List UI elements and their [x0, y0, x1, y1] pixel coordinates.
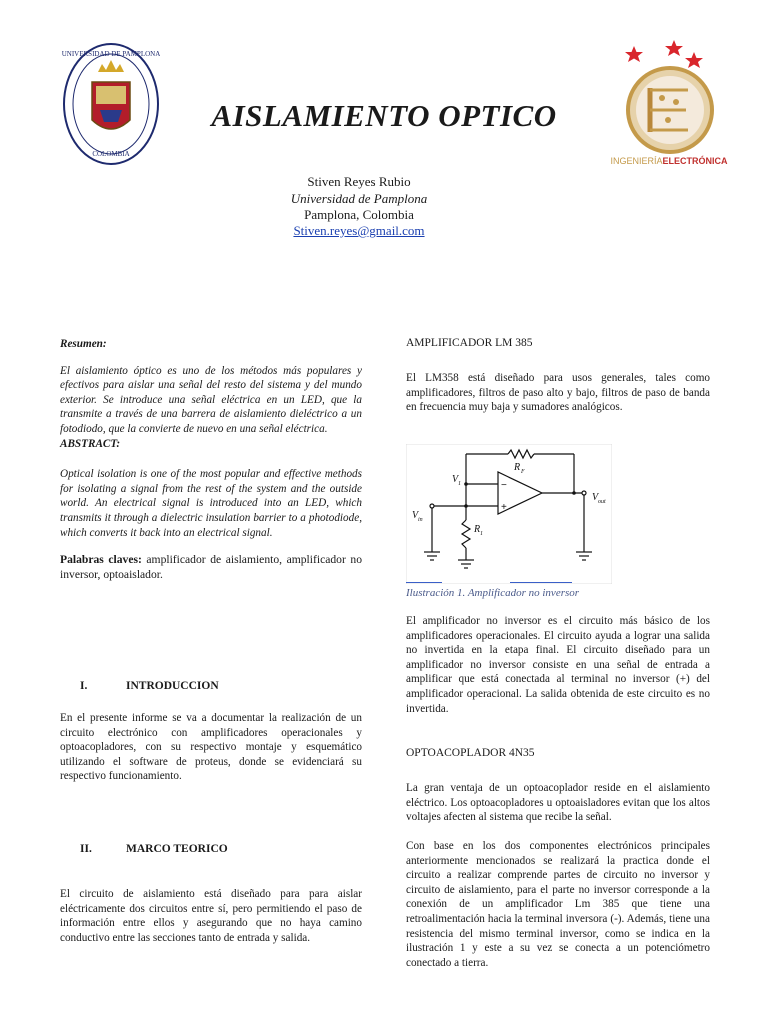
label-vin-sub: in: [418, 517, 423, 523]
keywords-label: Palabras claves:: [60, 553, 142, 567]
star-icon: [685, 52, 703, 68]
final-text: Con base en los dos componentes electrónicos principales anteriormente mencionados se realizará la practica donde el circuito a realizar comprende partes de circuito no inversor y circuito de aislamiento, para el parte no inversor corresponde a la conexión de un amplificador Lm 385 que tiene una retroalimentación hacia la terminal inversora (-). Además, tiene una resistencia del mismo terminal inversor, como se indica en la ilustración 1 y este a su vez se conecta a un potenciómetro conectado a tierra.: [406, 840, 710, 969]
abstract-heading: ABSTRACT:: [60, 437, 121, 450]
section-1-title: INTRODUCCION: [126, 680, 219, 692]
author-email-row: [0, 222, 718, 239]
author-name: Stiven Reyes Rubio: [307, 174, 411, 189]
resumen-text: El aislamiento óptico es uno de los métodos más populares y efectivos para aislar una señal del resto del sistema y del mundo exterior. Se introduce una señal eléctrica en un LED, que la transmite a través de una barrera de aislamiento dieléctrico a un fotodiodo, que la convierte de nuevo en una señal eléctrica.: [60, 364, 362, 435]
caption-rule: [510, 582, 572, 583]
label-r1-sub: 1: [480, 531, 483, 537]
label-rf-sub: F: [521, 469, 525, 475]
section-1-text: En el presente informe se va a documentar la realización de un circuito electrónico con amplificadores operacionales y optoacopladores, con su respectivo montaje y esquemático utilizando el software de proteus, donde se evidenciará su respectivo funcionamiento.: [60, 712, 362, 783]
keywords: [60, 553, 362, 582]
noninverting-text: El amplificador no inversor es el circuito más básico de los amplificadores operacionales. El circuito ayuda a lograr una salida no invertida en la etapa final. El circuito diseñado para un amplificador no inversor consiste en una señal de entrada a amplificar que está conectada al terminal no inversor (+) del amplificador operacional. La salida obtenida de este circuito es no invertida.: [406, 615, 710, 715]
logo-label-a: INGENIERÍA: [610, 156, 663, 166]
label-rf: R: [514, 462, 521, 473]
label-r1: R: [474, 524, 481, 535]
section-1-number: I.: [80, 680, 88, 692]
left-column: [60, 337, 362, 582]
label-vin: V: [412, 510, 419, 521]
opto-heading: OPTOACOPLADOR 4N35: [406, 747, 535, 759]
author-university: Universidad de Pamplona: [290, 191, 428, 206]
figure-caption: Ilustración 1. Amplificador no inversor: [406, 587, 580, 599]
resumen-heading: Resumen:: [60, 338, 107, 350]
section-2-number: II.: [80, 843, 92, 855]
label-v1: V: [452, 474, 459, 485]
keywords-text: amplificador de aislamiento, amplificador no inversor, optoaislador.: [60, 553, 362, 581]
opto-text: La gran ventaja de un optoacoplador reside en el aislamiento eléctrico. Los optoacopladores u optoaisladores evitan que los altos voltajes afecten al sistema que recibe la señal.: [406, 782, 710, 824]
logo-label-b: ELECTRÓNICA: [662, 156, 728, 166]
author-location: Pamplona, Colombia: [304, 207, 414, 222]
amp-text: El LM358 está diseñado para usos generales, tales como amplificadores, filtros de paso alto y bajo, filtros de paso de banda en frecuencia muy baja y sumadores analógicos.: [406, 372, 710, 414]
section-2-title: MARCO TEORICO: [126, 843, 228, 855]
svg-text:INGENIERÍAELECTRÓNICA: [610, 155, 728, 166]
label-v1-sub: 1: [458, 481, 461, 487]
page-title: AISLAMIENTO OPTICO: [211, 98, 557, 133]
star-icon: [625, 46, 643, 62]
author-email-link[interactable]: Stiven.reyes@gmail.com: [293, 223, 425, 238]
label-vout: V: [592, 492, 599, 503]
opamp-plus-label: +: [501, 502, 507, 513]
section-2-text: El circuito de aislamiento está diseñado para para aislar eléctricamente dos circuitos entre sí, pero permitiendo el paso de información entre ellos y asegurando que no haya camino conductivo entre las secciones tanto de entrada y salida.: [60, 888, 362, 944]
abstract-text: Optical isolation is one of the most popular and effective methods for isolating a signal from the rest of the system and the outside world. An electrical signal is introduced into an LED, which transmits it through a dielectric insulation barrier to a photodiode, which converts it back into an electrical signal.: [60, 468, 362, 539]
amp-heading: AMPLIFICADOR LM 385: [406, 337, 533, 349]
seal-bottom-text: COLOMBIA: [92, 150, 130, 158]
star-icon: [665, 40, 683, 56]
label-vout-sub: out: [598, 499, 606, 505]
noninverting-amplifier-figure: [406, 444, 612, 584]
opamp-minus-label: −: [501, 480, 507, 491]
seal-top-text: UNIVERSIDAD DE PAMPLONA: [62, 50, 160, 58]
caption-rule: [406, 582, 442, 583]
